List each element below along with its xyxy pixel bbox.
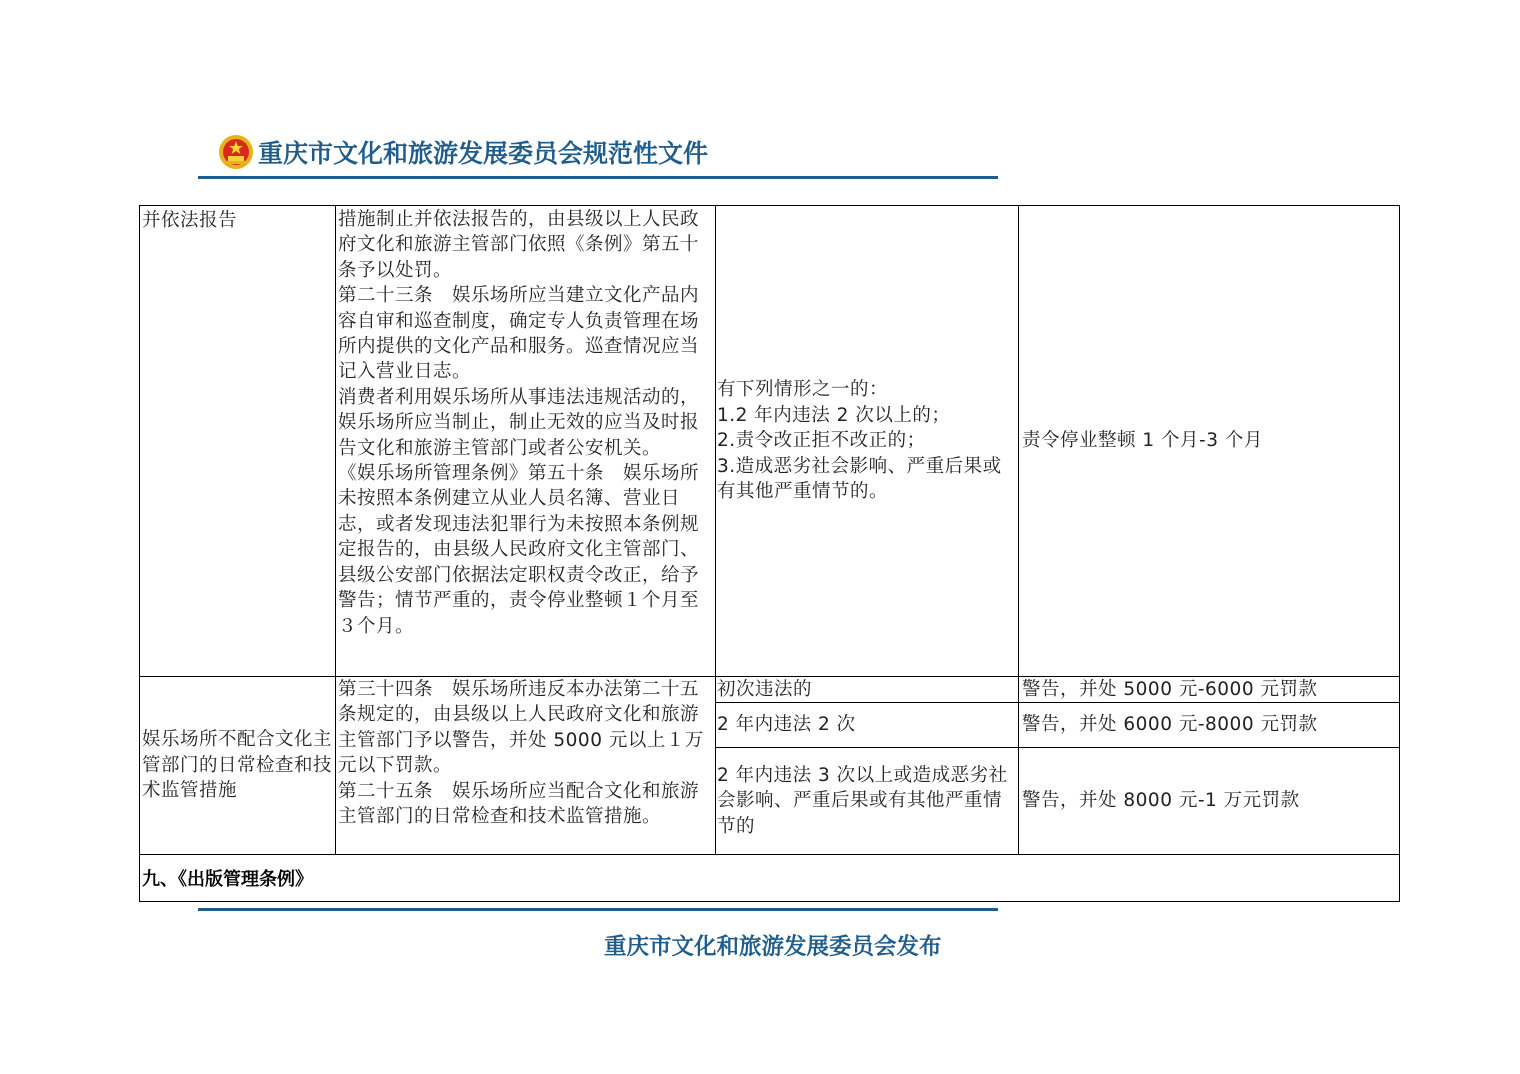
- penalty-cell: [1022, 677, 1397, 702]
- column-divider: [1018, 205, 1019, 855]
- table-border-right: [1399, 205, 1400, 902]
- document-footer-title: 重庆市文化和旅游发展委员会发布: [604, 934, 942, 960]
- penalty-text: 责令停业整顿 1 个月-3 个月: [1022, 430, 1263, 452]
- penalty-text: 警告，并处 8000 元-1 万元罚款: [1022, 790, 1300, 812]
- table-border-left: [139, 205, 140, 902]
- violation-cell: [142, 677, 332, 854]
- legal-paragraph: 措施制止并依法报告的，由县级以上人民政府文化和旅游主管部门依照《条例》第五十条予以处罚。: [338, 209, 700, 281]
- circumstance-cell: [717, 703, 1017, 747]
- circumstance-cell: [717, 677, 1017, 702]
- circumstance-cell: [717, 206, 1017, 676]
- legal-basis-cell: [338, 677, 714, 829]
- section-heading: [142, 855, 1397, 901]
- circumstance-line: 3.造成恶劣社会影响、严重后果或有其他严重情节的。: [717, 455, 1002, 503]
- column-divider: [335, 205, 336, 855]
- circumstance-text: 初次违法的: [717, 678, 813, 700]
- circumstance-line: 1.2 年内违法 2 次以上的；: [717, 404, 951, 426]
- section-heading-text: 九、《出版管理条例》: [142, 869, 313, 890]
- penalty-cell: [1022, 748, 1397, 854]
- circumstance-line: 有下列情形之一的：: [717, 379, 889, 401]
- document-header-title: 重庆市文化和旅游发展委员会规范性文件: [258, 139, 709, 168]
- national-emblem-icon: [217, 133, 255, 171]
- legal-paragraph: 第三十四条 娱乐场所违反本办法第二十五条规定的，由县级以上人民政府文化和旅游主管部门予以警告，并处 5000 元以上１万元以下罚款。: [338, 679, 704, 777]
- legal-paragraph: 消费者利用娱乐场所从事违法违规活动的，娱乐场所应当制止，制止无效的应当及时报告文化和旅游主管部门或者公安机关。: [338, 386, 700, 459]
- circumstance-cell: [717, 748, 1017, 854]
- footer-divider: [198, 908, 998, 911]
- circumstance-line: 2.责令改正拒不改正的；: [717, 430, 926, 452]
- violation-text: 娱乐场所不配合文化主管部门的日常检查和技术监管措施: [142, 729, 332, 802]
- legal-paragraph: 第二十三条 娱乐场所应当建立文化产品内容自审和巡查制度，确定专人负责管理在场所内提供的文化产品和服务。巡查情况应当记入营业日志。: [338, 285, 700, 383]
- penalty-text: 警告，并处 6000 元-8000 元罚款: [1022, 714, 1318, 736]
- penalty-text: 警告，并处 5000 元-6000 元罚款: [1022, 678, 1318, 700]
- legal-basis-cell: [338, 207, 716, 639]
- penalty-cell: [1022, 206, 1397, 676]
- legal-paragraph: 第二十五条 娱乐场所应当配合文化和旅游主管部门的日常检查和技术监管措施。: [338, 780, 700, 828]
- penalty-cell: [1022, 703, 1397, 747]
- circumstance-text: 2 年内违法 3 次以上或造成恶劣社会影响、严重后果或有其他严重情节的: [717, 764, 1008, 837]
- violation-text: 并依法报告: [142, 210, 238, 231]
- header-divider: [198, 176, 998, 179]
- violation-cell: [142, 208, 332, 233]
- circumstance-text: 2 年内违法 2 次: [717, 714, 856, 736]
- legal-paragraph: 《娱乐场所管理条例》第五十条 娱乐场所未按照本条例建立从业人员名簿、营业日志，或者发现违法犯罪行为未按照本条例规定报告的，由县级人民政府文化主管部门、县级公安部门依据法定职权责令改正，给予警告；情节严重的，责令停业整顿１个月至３个月。: [338, 463, 700, 637]
- table-border-bottom: [139, 901, 1399, 902]
